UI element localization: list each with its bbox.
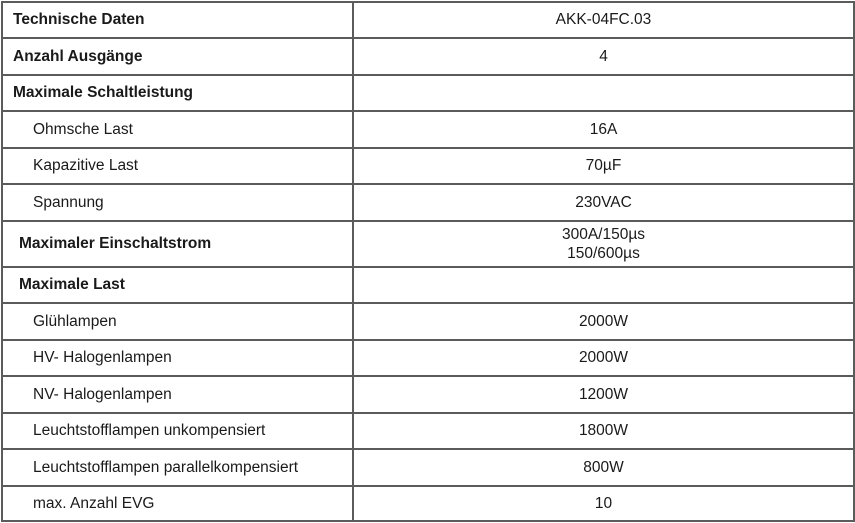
row-label: Kapazitive Last [2, 148, 353, 184]
table-row [2, 38, 854, 75]
technical-data-table [1, 1, 855, 522]
table-row [2, 184, 854, 221]
row-label: Leuchtstofflampen unkompensiert [2, 413, 353, 449]
row-value: 2000W [353, 340, 854, 376]
row-label: Maximaler Einschaltstrom [2, 221, 353, 267]
row-label: Anzahl Ausgänge [2, 38, 353, 75]
row-label: max. Anzahl EVG [2, 486, 353, 521]
table-row [2, 486, 854, 521]
row-value: 230VAC [353, 184, 854, 221]
table-row [2, 303, 854, 340]
table-row [2, 2, 854, 38]
table-row [2, 376, 854, 413]
row-value: 16A [353, 111, 854, 148]
row-value [353, 267, 854, 303]
model-number: AKK-04FC.03 [353, 2, 854, 38]
table-row [2, 221, 854, 267]
table-row [2, 449, 854, 486]
section-label: Maximale Last [2, 267, 353, 303]
value-line: 300A/150µs [561, 226, 646, 243]
row-value: 70µF [353, 148, 854, 184]
row-value [353, 75, 854, 111]
row-value: 1200W [353, 376, 854, 413]
row-value-multiline [353, 221, 854, 267]
table-row [2, 413, 854, 449]
table-row [2, 75, 854, 111]
header-label: Technische Daten [2, 2, 353, 38]
row-label: NV- Halogenlampen [2, 376, 353, 413]
table-row [2, 340, 854, 376]
table-row [2, 111, 854, 148]
value-line: 150/600µs [567, 245, 640, 262]
row-value: 1800W [353, 413, 854, 449]
row-label: Ohmsche Last [2, 111, 353, 148]
row-value: 800W [353, 449, 854, 486]
table-row [2, 148, 854, 184]
row-value: 10 [353, 486, 854, 521]
row-label: Spannung [2, 184, 353, 221]
row-value: 4 [353, 38, 854, 75]
row-label: HV- Halogenlampen [2, 340, 353, 376]
section-label: Maximale Schaltleistung [2, 75, 353, 111]
row-label: Leuchtstofflampen parallelkompensiert [2, 449, 353, 486]
row-value: 2000W [353, 303, 854, 340]
table-row [2, 267, 854, 303]
row-label: Glühlampen [2, 303, 353, 340]
